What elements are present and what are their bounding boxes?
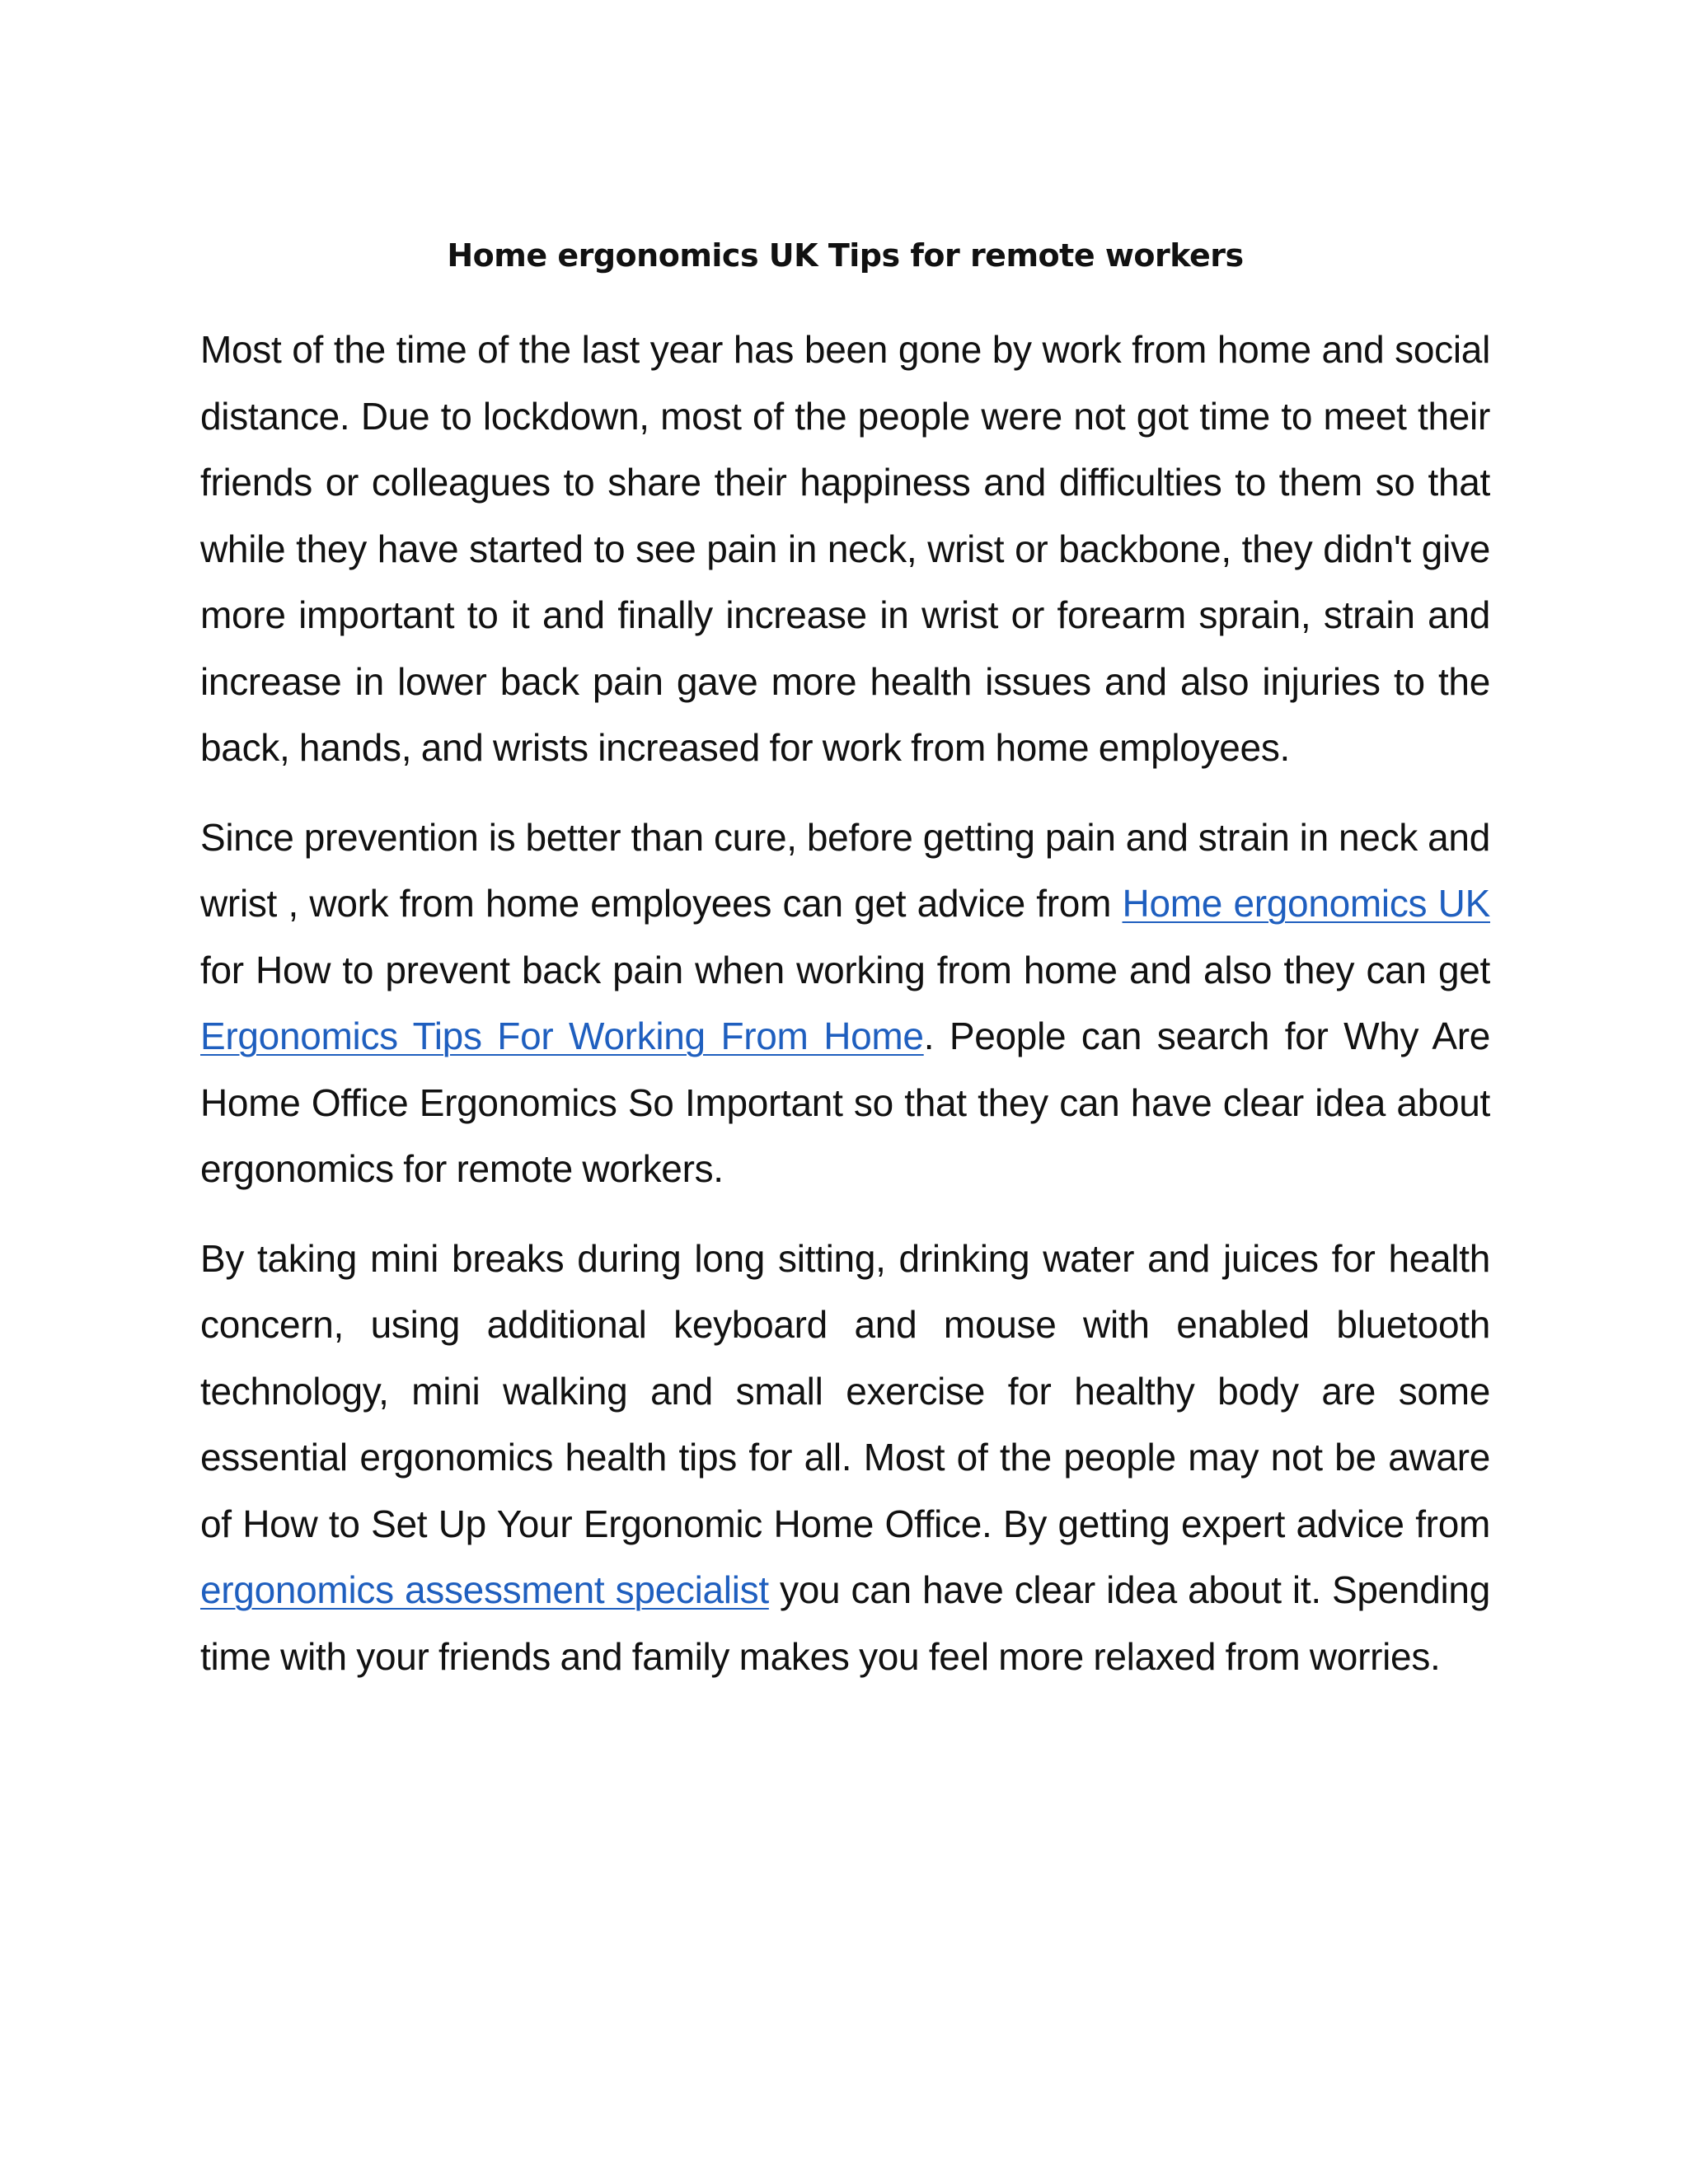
paragraph-text: for How to prevent back pain when working from home and also they can get	[200, 948, 1490, 991]
document-body	[200, 229, 1490, 1713]
paragraph-1	[200, 316, 1490, 781]
home-ergonomics-uk-link[interactable]: Home ergonomics UK	[1122, 882, 1490, 925]
ergonomics-assessment-specialist-link[interactable]: ergonomics assessment specialist	[200, 1568, 769, 1611]
paragraph-text: you can have clear idea about it. Spending time with your friends and family makes you feel more relaxed from worries.	[200, 1568, 1491, 1678]
document-title: Home ergonomics UK Tips for remote workers	[447, 237, 1244, 274]
paragraph-text: Most of the time of the last year has been gone by work from home and social distance. Due to lockdown, most of the people were not got time to meet their friends or colleagues to share their happiness and difficulties to them so that while they have started to see pain in neck, wrist or backbone, they didn't give more important to it and finally increase in wrist or forearm sprain, strain and increase in lower back pain gave more health issues and also injuries to the back, hands, and wrists increased for work from home employees.	[200, 328, 1490, 769]
ergonomics-tips-link[interactable]: Ergonomics Tips For Working From Home	[200, 1015, 924, 1057]
paragraph-text: Since prevention is better than cure, before getting pain and strain in neck and wrist , work from home employees can get advice from	[200, 815, 1490, 925]
paragraph-3	[200, 1226, 1490, 1690]
paragraph-text: By taking mini breaks during long sitting, drinking water and juices for health concern, using additional keyboard and mouse with enabled bluetooth technology, mini walking and small exercise for healthy body are some essential ergonomics health tips for all. Most of the people may not be aware of How to Set Up Your Ergonomic Home Office. By getting expert advice from	[200, 1236, 1490, 1545]
paragraph-2	[200, 804, 1490, 1202]
paragraph-text: . People can search for Why Are Home Office Ergonomics So Important so that they can have clear idea about ergonomics for remote workers.	[200, 1015, 1491, 1190]
